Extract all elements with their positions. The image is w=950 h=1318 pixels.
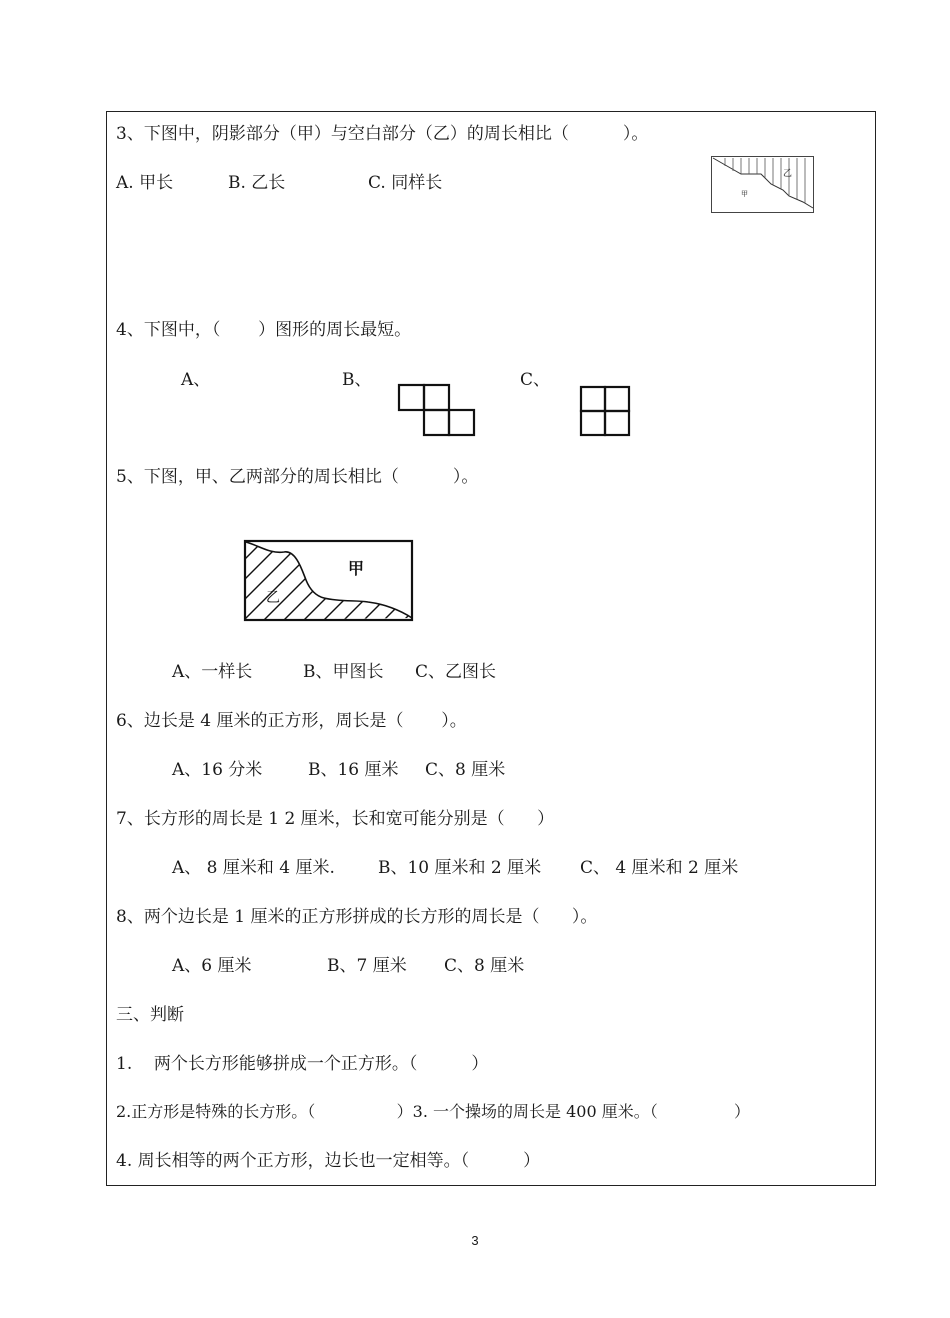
q6-option-c: C、8 厘米: [425, 760, 506, 780]
q5-figure-label-yi: 乙: [266, 590, 280, 606]
judge-item-2-3: 2.正方形是特殊的长方形。（ ）3. 一个操场的周长是 400 厘米。（ ）: [116, 1102, 750, 1121]
q7-option-b: B、10 厘米和 2 厘米: [378, 858, 542, 878]
q4-figure-b: [398, 384, 476, 436]
q3-stem: 3、下图中，阴影部分（甲）与空白部分（乙）的周长相比（ ）。: [116, 124, 649, 144]
q5-figure-label-jia: 甲: [348, 559, 365, 578]
q3-option-c: C. 同样长: [368, 173, 443, 193]
q6-option-b: B、16 厘米: [308, 760, 399, 780]
q8-stem: 8、两个边长是 1 厘米的正方形拼成的长方形的周长是（ ）。: [116, 907, 598, 927]
q7-option-c: C、 4 厘米和 2 厘米: [580, 858, 739, 878]
judge-item-1: 1. 两个长方形能够拼成一个正方形。（ ）: [116, 1054, 489, 1074]
q8-option-b: B、7 厘米: [327, 956, 407, 976]
question-frame: [106, 111, 876, 1186]
q4-stem: 4、下图中，（ ）图形的周长最短。: [116, 320, 412, 340]
judge-item-4: 4. 周长相等的两个正方形，边长也一定相等。（ ）: [116, 1151, 541, 1171]
q3-option-b: B. 乙长: [228, 173, 286, 193]
q3-option-a: A. 甲长: [116, 173, 174, 193]
q5-option-b: B、甲图长: [303, 662, 384, 682]
q3-figure-label-yi: 乙: [783, 169, 793, 179]
q3-figure: [711, 156, 815, 214]
q6-option-a: A、16 分米: [172, 760, 263, 780]
q5-figure: [244, 540, 414, 622]
q8-option-c: C、8 厘米: [444, 956, 525, 976]
q8-option-a: A、6 厘米: [172, 956, 252, 976]
q5-option-a: A、一样长: [172, 662, 253, 682]
q4-option-b: B、: [342, 370, 372, 390]
q4-option-a: A、: [181, 370, 211, 390]
section3-title: 三、判断: [116, 1005, 184, 1025]
q5-option-c: C、乙图长: [415, 662, 497, 682]
q3-figure-label-jia: 甲: [741, 190, 748, 198]
q5-stem: 5、下图，甲、乙两部分的周长相比（ ）。: [116, 467, 479, 487]
q7-option-a: A、 8 厘米和 4 厘米.: [172, 858, 335, 878]
q6-stem: 6、边长是 4 厘米的正方形，周长是（ ）。: [116, 711, 467, 731]
q4-figure-c: [580, 386, 630, 436]
q7-stem: 7、长方形的周长是 1 2 厘米，长和宽可能分别是（ ）: [116, 809, 555, 829]
page-number: 3: [471, 1233, 479, 1248]
q4-option-c: C、: [520, 370, 551, 390]
